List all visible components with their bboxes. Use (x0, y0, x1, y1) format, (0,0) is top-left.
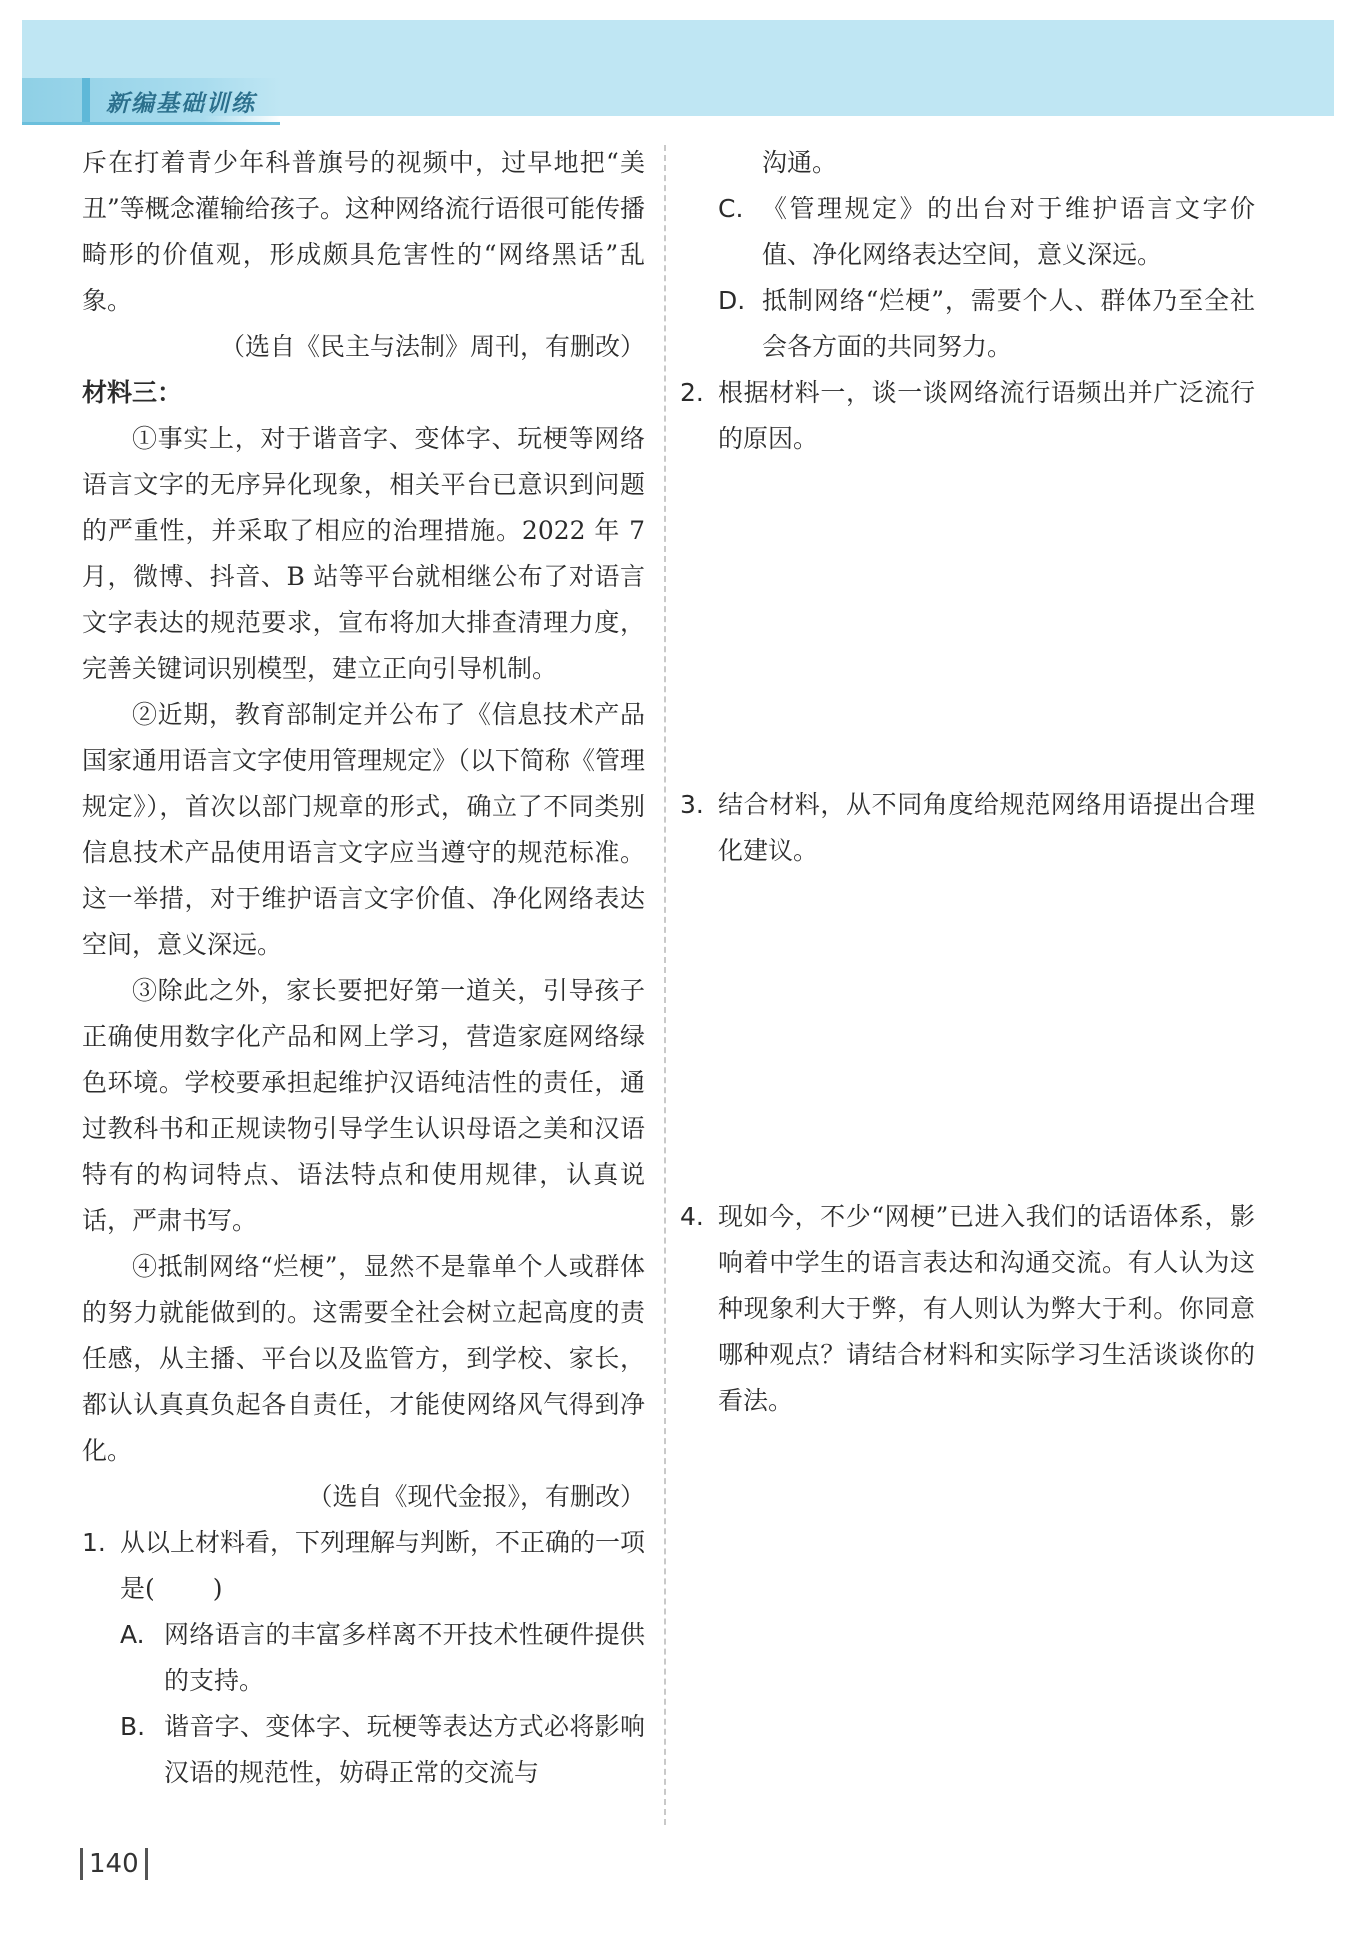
answer-space-2[interactable] (680, 462, 1255, 782)
option-b-letter: B. (120, 1712, 146, 1741)
question-4-text: 现如今，不少“网梗”已进入我们的话语体系，影响着中学生的语言表达和沟通交流。有人认为这种现象利大于弊，有人则认为弊大于利。你同意哪种观点？请结合材料和实际学习生活谈谈你的看法。 (718, 1202, 1255, 1415)
material3-paragraph-4: ④抵制网络“烂梗”，显然不是靠单个人或群体的努力就能做到的。这需要全社会树立起高度的责任感，从主播、平台以及监管方，到学校、家长，都认认真真负起各自责任，才能使网络风气得到净化。 (82, 1252, 645, 1465)
option-c-letter: C. (718, 194, 744, 223)
question-1-close-paren: ) (212, 1574, 223, 1603)
option-c (680, 186, 1255, 278)
series-title: 新编基础训练 (106, 91, 256, 117)
material3-source: （选自《现代金报》，有删改） (307, 1482, 645, 1511)
tab-accent-bar (82, 78, 90, 122)
question-3 (680, 782, 1255, 874)
option-d-text: 抵制网络“烂梗”，需要个人、群体乃至全社会各方面的共同努力。 (762, 286, 1255, 361)
material3-paragraph-1: ①事实上，对于谐音字、变体字、玩梗等网络语言文字的无序异化现象，相关平台已意识到问题的严重性，并采取了相应的治理措施。2022 年 7 月，微博、抖音、B 站等平台就相继公布了对语言文字表达的规范要求，宣布将加大排查清理力度，完善关键词识别模型，建立正向引导机制。 (82, 424, 645, 683)
question-1-stem: 从以上材料看，下列理解与判断，不正确的一项是( (120, 1528, 646, 1603)
question-3-text: 结合材料，从不同角度给规范网络用语提出合理化建议。 (718, 790, 1255, 865)
question-2-number: 2. (680, 378, 704, 407)
option-b-continued (680, 140, 1255, 186)
option-d-letter: D. (718, 286, 746, 315)
option-c-text: 《管理规定》的出台对于维护语言文字价值、净化网络表达空间，意义深远。 (762, 194, 1255, 269)
question-4 (680, 1194, 1255, 1424)
question-2 (680, 370, 1255, 462)
left-column (82, 140, 645, 1796)
material2-paragraph-continued: 斥在打着青少年科普旗号的视频中，过早地把“美丑”等概念灌输给孩子。这种网络流行语很可能传播畸形的价值观，形成颇具危害性的“网络黑话”乱象。 (82, 148, 645, 315)
right-column (680, 140, 1255, 1424)
option-a-text: 网络语言的丰富多样离不开技术性硬件提供的支持。 (164, 1620, 645, 1695)
option-b-text: 谐音字、变体字、玩梗等表达方式必将影响汉语的规范性，妨碍正常的交流与 (164, 1712, 645, 1787)
option-a-letter: A. (120, 1620, 145, 1649)
page-number: 140 (80, 1848, 148, 1880)
material2-source: （选自《民主与法制》周刊，有删改） (219, 332, 645, 361)
question-1 (82, 1520, 645, 1612)
material3-label: 材料三： (82, 378, 183, 407)
option-d (680, 278, 1255, 370)
option-a (82, 1612, 645, 1704)
option-b (82, 1704, 645, 1796)
question-3-number: 3. (680, 790, 704, 819)
column-divider (664, 145, 666, 1825)
question-1-number: 1. (82, 1528, 106, 1557)
answer-space-3[interactable] (680, 874, 1255, 1194)
series-title-tab (22, 78, 280, 125)
question-4-number: 4. (680, 1202, 704, 1231)
material3-paragraph-3: ③除此之外，家长要把好第一道关，引导孩子正确使用数字化产品和网上学习，营造家庭网络绿色环境。学校要承担起维护汉语纯洁性的责任，通过教科书和正规读物引导学生认识母语之美和汉语特有的构词特点、语法特点和使用规律，认真说话，严肃书写。 (82, 976, 645, 1235)
question-2-text: 根据材料一，谈一谈网络流行语频出并广泛流行的原因。 (718, 378, 1255, 453)
option-b-tail: 沟通。 (762, 148, 838, 177)
material3-paragraph-2: ②近期，教育部制定并公布了《信息技术产品国家通用语言文字使用管理规定》（以下简称《管理规定》），首次以部门规章的形式，确立了不同类别信息技术产品使用语言文字应当遵守的规范标准。这一举措，对于维护语言文字价值、净化网络表达空间，意义深远。 (82, 700, 645, 959)
